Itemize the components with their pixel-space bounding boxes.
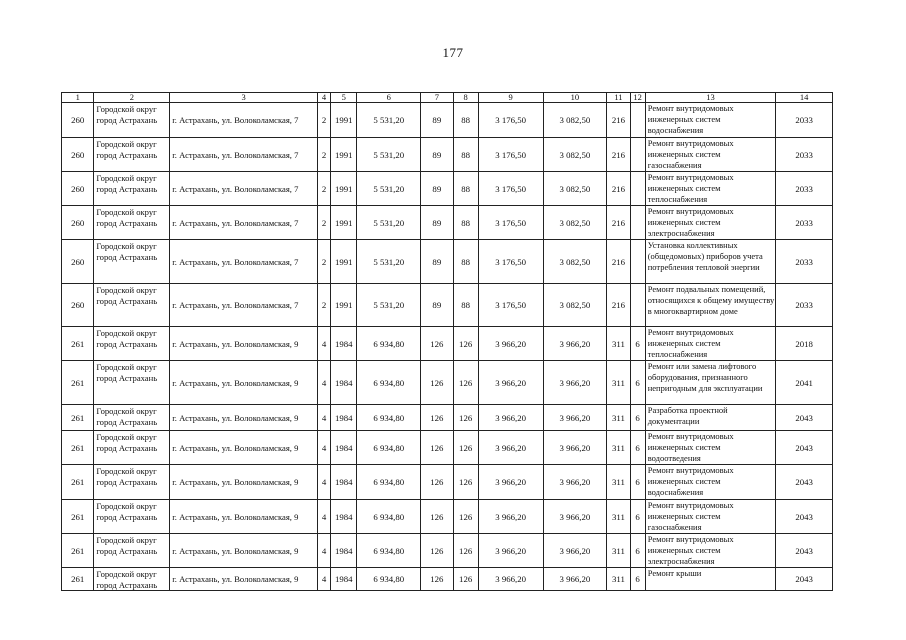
repair-program-table <box>61 92 833 591</box>
table-cell-col-13: Ремонт внутридомовых инженерных систем теплоснабжения <box>645 327 776 361</box>
table-cell-col-2: Городской округ город Астрахань <box>94 206 170 240</box>
table-cell-col-11: 311 <box>607 465 630 500</box>
table-cell-col-12 <box>630 240 645 284</box>
table-cell-col-14: 2043 <box>776 534 833 568</box>
table-cell-col-4: 4 <box>317 327 330 361</box>
table-cell-col-3: г. Астрахань, ул. Волоколамская, 9 <box>170 431 318 465</box>
table-cell-col-11: 216 <box>607 284 630 327</box>
table-cell-col-2: Городской округ город Астрахань <box>94 431 170 465</box>
table-cell-col-14: 2043 <box>776 431 833 465</box>
table-row <box>62 284 833 327</box>
table-cell-col-14: 2018 <box>776 327 833 361</box>
table-cell-col-7: 126 <box>421 327 453 361</box>
table-cell-col-10: 3 082,50 <box>543 240 607 284</box>
table-cell-col-10: 3 966,20 <box>543 534 607 568</box>
table-cell-col-4: 4 <box>317 405 330 431</box>
table-cell-col-10: 3 082,50 <box>543 103 607 138</box>
table-cell-col-1: 260 <box>62 206 94 240</box>
table-cell-col-3: г. Астрахань, ул. Волоколамская, 9 <box>170 361 318 405</box>
table-cell-col-5: 1991 <box>331 172 357 206</box>
table-cell-col-10: 3 966,20 <box>543 405 607 431</box>
table-cell-col-6: 5 531,20 <box>357 284 421 327</box>
table-cell-col-5: 1984 <box>331 405 357 431</box>
table-cell-col-9: 3 966,20 <box>478 568 543 591</box>
table-row <box>62 431 833 465</box>
table-cell-col-7: 126 <box>421 534 453 568</box>
table-cell-col-5: 1991 <box>331 138 357 172</box>
table-row <box>62 534 833 568</box>
table-cell-col-9: 3 176,50 <box>478 240 543 284</box>
table-cell-col-10: 3 966,20 <box>543 465 607 500</box>
table-cell-col-4: 2 <box>317 284 330 327</box>
table-cell-col-9: 3 966,20 <box>478 405 543 431</box>
table-cell-col-11: 216 <box>607 206 630 240</box>
table-cell-col-5: 1984 <box>331 431 357 465</box>
table-cell-col-14: 2043 <box>776 465 833 500</box>
table-cell-col-6: 6 934,80 <box>357 431 421 465</box>
table-cell-col-9: 3 176,50 <box>478 284 543 327</box>
table-cell-col-1: 260 <box>62 103 94 138</box>
table-cell-col-12: 6 <box>630 465 645 500</box>
table-cell-col-10: 3 966,20 <box>543 361 607 405</box>
table-cell-col-1: 260 <box>62 284 94 327</box>
column-number: 5 <box>331 93 357 103</box>
table-row <box>62 138 833 172</box>
column-number: 12 <box>630 93 645 103</box>
table-cell-col-12 <box>630 138 645 172</box>
table-cell-col-10: 3 082,50 <box>543 138 607 172</box>
table-cell-col-13: Ремонт внутридомовых инженерных систем теплоснабжения <box>645 172 776 206</box>
table-cell-col-8: 88 <box>453 206 478 240</box>
table-cell-col-3: г. Астрахань, ул. Волоколамская, 7 <box>170 206 318 240</box>
page-number: 177 <box>442 45 464 60</box>
table-row <box>62 405 833 431</box>
table-cell-col-3: г. Астрахань, ул. Волоколамская, 7 <box>170 103 318 138</box>
table-cell-col-9: 3 176,50 <box>478 172 543 206</box>
table-cell-col-10: 3 082,50 <box>543 284 607 327</box>
table-cell-col-13: Ремонт внутридомовых инженерных систем водоснабжения <box>645 465 776 500</box>
table-cell-col-4: 4 <box>317 500 330 534</box>
table-cell-col-9: 3 966,20 <box>478 431 543 465</box>
table-row <box>62 240 833 284</box>
table-cell-col-13: Ремонт или замена лифтового оборудования, признанного непригодным для эксплуатации <box>645 361 776 405</box>
table-cell-col-11: 311 <box>607 405 630 431</box>
table-cell-col-8: 126 <box>453 327 478 361</box>
table-cell-col-2: Городской округ город Астрахань <box>94 240 170 284</box>
table-cell-col-11: 311 <box>607 361 630 405</box>
table-cell-col-1: 260 <box>62 138 94 172</box>
table-cell-col-6: 5 531,20 <box>357 103 421 138</box>
table-cell-col-12 <box>630 284 645 327</box>
table-cell-col-4: 4 <box>317 568 330 591</box>
table-cell-col-1: 261 <box>62 568 94 591</box>
table-cell-col-7: 126 <box>421 568 453 591</box>
table-cell-col-2: Городской округ город Астрахань <box>94 327 170 361</box>
table-cell-col-3: г. Астрахань, ул. Волоколамская, 9 <box>170 534 318 568</box>
table-cell-col-7: 89 <box>421 103 453 138</box>
table-cell-col-8: 88 <box>453 103 478 138</box>
table-cell-col-11: 311 <box>607 534 630 568</box>
table-cell-col-8: 126 <box>453 361 478 405</box>
table-cell-col-2: Городской округ город Астрахань <box>94 103 170 138</box>
column-number: 6 <box>357 93 421 103</box>
table-cell-col-13: Ремонт внутридомовых инженерных систем газоснабжения <box>645 138 776 172</box>
column-number: 1 <box>62 93 94 103</box>
table-cell-col-13: Ремонт внутридомовых инженерных систем водоснабжения <box>645 103 776 138</box>
table-cell-col-3: г. Астрахань, ул. Волоколамская, 9 <box>170 465 318 500</box>
table-cell-col-2: Городской округ город Астрахань <box>94 568 170 591</box>
table-cell-col-4: 2 <box>317 103 330 138</box>
table-cell-col-10: 3 966,20 <box>543 431 607 465</box>
table-cell-col-8: 88 <box>453 138 478 172</box>
table-cell-col-14: 2043 <box>776 405 833 431</box>
table-cell-col-7: 89 <box>421 240 453 284</box>
table-cell-col-9: 3 176,50 <box>478 138 543 172</box>
table-cell-col-13: Ремонт внутридомовых инженерных систем газоснабжения <box>645 500 776 534</box>
column-number: 10 <box>543 93 607 103</box>
table-cell-col-7: 126 <box>421 405 453 431</box>
table-cell-col-12: 6 <box>630 405 645 431</box>
table-cell-col-5: 1991 <box>331 240 357 284</box>
table-cell-col-3: г. Астрахань, ул. Волоколамская, 9 <box>170 500 318 534</box>
table-cell-col-13: Ремонт внутридомовых инженерных систем электроснабжения <box>645 206 776 240</box>
table-row <box>62 361 833 405</box>
table-cell-col-5: 1991 <box>331 284 357 327</box>
table-cell-col-2: Городской округ город Астрахань <box>94 172 170 206</box>
table-cell-col-7: 89 <box>421 172 453 206</box>
table-cell-col-5: 1984 <box>331 465 357 500</box>
table-row <box>62 465 833 500</box>
table-cell-col-4: 2 <box>317 172 330 206</box>
table-cell-col-3: г. Астрахань, ул. Волоколамская, 9 <box>170 405 318 431</box>
table-cell-col-3: г. Астрахань, ул. Волоколамская, 7 <box>170 138 318 172</box>
table-cell-col-6: 6 934,80 <box>357 568 421 591</box>
table-cell-col-10: 3 966,20 <box>543 500 607 534</box>
column-number: 8 <box>453 93 478 103</box>
table-cell-col-5: 1984 <box>331 500 357 534</box>
table-cell-col-12: 6 <box>630 431 645 465</box>
table-row <box>62 327 833 361</box>
table-cell-col-9: 3 966,20 <box>478 500 543 534</box>
table-cell-col-2: Городской округ город Астрахань <box>94 361 170 405</box>
table-cell-col-13: Ремонт подвальных помещений, относящихся к общему имуществу в многоквартирном доме <box>645 284 776 327</box>
table-cell-col-7: 126 <box>421 361 453 405</box>
table-cell-col-6: 6 934,80 <box>357 361 421 405</box>
table-cell-col-12 <box>630 172 645 206</box>
table-cell-col-1: 260 <box>62 172 94 206</box>
table-cell-col-12: 6 <box>630 327 645 361</box>
table-cell-col-12: 6 <box>630 568 645 591</box>
table-cell-col-5: 1984 <box>331 327 357 361</box>
table-cell-col-11: 311 <box>607 431 630 465</box>
table-row <box>62 500 833 534</box>
table-cell-col-8: 126 <box>453 465 478 500</box>
column-number: 7 <box>421 93 453 103</box>
table-cell-col-10: 3 966,20 <box>543 568 607 591</box>
table-cell-col-8: 126 <box>453 568 478 591</box>
table-cell-col-2: Городской округ город Астрахань <box>94 138 170 172</box>
table-cell-col-12 <box>630 206 645 240</box>
column-number: 9 <box>478 93 543 103</box>
table-cell-col-14: 2033 <box>776 103 833 138</box>
column-number: 2 <box>94 93 170 103</box>
table-cell-col-1: 261 <box>62 405 94 431</box>
table-cell-col-1: 260 <box>62 240 94 284</box>
table-cell-col-4: 4 <box>317 431 330 465</box>
table-cell-col-9: 3 176,50 <box>478 206 543 240</box>
table-cell-col-14: 2033 <box>776 284 833 327</box>
table-cell-col-10: 3 082,50 <box>543 172 607 206</box>
table-cell-col-2: Городской округ город Астрахань <box>94 284 170 327</box>
table-cell-col-14: 2033 <box>776 206 833 240</box>
table-cell-col-13: Ремонт крыши <box>645 568 776 591</box>
table-cell-col-13: Разработка проектной документации <box>645 405 776 431</box>
table-cell-col-3: г. Астрахань, ул. Волоколамская, 9 <box>170 327 318 361</box>
table-cell-col-4: 2 <box>317 138 330 172</box>
table-cell-col-8: 88 <box>453 284 478 327</box>
table-cell-col-7: 126 <box>421 431 453 465</box>
table-cell-col-14: 2033 <box>776 240 833 284</box>
table-cell-col-3: г. Астрахань, ул. Волоколамская, 9 <box>170 568 318 591</box>
column-number-row <box>62 93 833 103</box>
table-cell-col-1: 261 <box>62 327 94 361</box>
table-cell-col-7: 126 <box>421 465 453 500</box>
table-cell-col-8: 126 <box>453 534 478 568</box>
table-cell-col-6: 6 934,80 <box>357 534 421 568</box>
table-cell-col-5: 1984 <box>331 568 357 591</box>
table-cell-col-11: 311 <box>607 500 630 534</box>
table-cell-col-6: 5 531,20 <box>357 172 421 206</box>
table-cell-col-7: 89 <box>421 284 453 327</box>
table-cell-col-14: 2043 <box>776 500 833 534</box>
table-cell-col-5: 1984 <box>331 361 357 405</box>
table-cell-col-9: 3 966,20 <box>478 465 543 500</box>
table-cell-col-10: 3 082,50 <box>543 206 607 240</box>
column-number: 3 <box>170 93 318 103</box>
table-cell-col-4: 4 <box>317 361 330 405</box>
table-cell-col-5: 1991 <box>331 103 357 138</box>
table-cell-col-10: 3 966,20 <box>543 327 607 361</box>
table-cell-col-6: 5 531,20 <box>357 138 421 172</box>
table-cell-col-12: 6 <box>630 361 645 405</box>
table-body <box>62 93 833 591</box>
table-cell-col-4: 2 <box>317 206 330 240</box>
table-cell-col-6: 6 934,80 <box>357 500 421 534</box>
table-row <box>62 172 833 206</box>
column-number: 4 <box>317 93 330 103</box>
table-row <box>62 103 833 138</box>
table-cell-col-14: 2043 <box>776 568 833 591</box>
table-cell-col-6: 6 934,80 <box>357 327 421 361</box>
table-cell-col-9: 3 176,50 <box>478 103 543 138</box>
table-cell-col-3: г. Астрахань, ул. Волоколамская, 7 <box>170 240 318 284</box>
table-cell-col-9: 3 966,20 <box>478 327 543 361</box>
table-cell-col-12: 6 <box>630 500 645 534</box>
table-cell-col-4: 2 <box>317 240 330 284</box>
table-cell-col-11: 216 <box>607 240 630 284</box>
table-cell-col-5: 1984 <box>331 534 357 568</box>
table-cell-col-6: 6 934,80 <box>357 405 421 431</box>
column-number: 11 <box>607 93 630 103</box>
table-cell-col-2: Городской округ город Астрахань <box>94 500 170 534</box>
table-cell-col-13: Установка коллективных (общедомовых) приборов учета потребления тепловой энергии <box>645 240 776 284</box>
table-cell-col-2: Городской округ город Астрахань <box>94 534 170 568</box>
table-cell-col-6: 5 531,20 <box>357 240 421 284</box>
column-number: 14 <box>776 93 833 103</box>
table-cell-col-8: 88 <box>453 240 478 284</box>
table-cell-col-14: 2033 <box>776 138 833 172</box>
table-cell-col-8: 126 <box>453 405 478 431</box>
table-cell-col-3: г. Астрахань, ул. Волоколамская, 7 <box>170 172 318 206</box>
table-cell-col-4: 4 <box>317 534 330 568</box>
table-cell-col-1: 261 <box>62 361 94 405</box>
table-cell-col-1: 261 <box>62 534 94 568</box>
table-cell-col-12: 6 <box>630 534 645 568</box>
table-cell-col-8: 88 <box>453 172 478 206</box>
table-cell-col-7: 89 <box>421 138 453 172</box>
table-cell-col-12 <box>630 103 645 138</box>
table-cell-col-14: 2033 <box>776 172 833 206</box>
table-cell-col-13: Ремонт внутридомовых инженерных систем электроснабжения <box>645 534 776 568</box>
table-row <box>62 568 833 591</box>
table-cell-col-2: Городской округ город Астрахань <box>94 465 170 500</box>
table-row <box>62 206 833 240</box>
table-cell-col-5: 1991 <box>331 206 357 240</box>
table-cell-col-11: 311 <box>607 568 630 591</box>
table-cell-col-3: г. Астрахань, ул. Волоколамская, 7 <box>170 284 318 327</box>
table-cell-col-6: 5 531,20 <box>357 206 421 240</box>
table-cell-col-7: 89 <box>421 206 453 240</box>
table-cell-col-8: 126 <box>453 431 478 465</box>
table-cell-col-9: 3 966,20 <box>478 534 543 568</box>
table-cell-col-13: Ремонт внутридомовых инженерных систем водоотведения <box>645 431 776 465</box>
table-cell-col-1: 261 <box>62 465 94 500</box>
table-cell-col-1: 261 <box>62 431 94 465</box>
table-cell-col-2: Городской округ город Астрахань <box>94 405 170 431</box>
table-cell-col-11: 216 <box>607 103 630 138</box>
table-cell-col-11: 216 <box>607 172 630 206</box>
table-cell-col-8: 126 <box>453 500 478 534</box>
table-cell-col-14: 2041 <box>776 361 833 405</box>
table-cell-col-4: 4 <box>317 465 330 500</box>
table-cell-col-1: 261 <box>62 500 94 534</box>
table-cell-col-7: 126 <box>421 500 453 534</box>
column-number: 13 <box>645 93 776 103</box>
table-cell-col-6: 6 934,80 <box>357 465 421 500</box>
table-cell-col-11: 311 <box>607 327 630 361</box>
table-cell-col-9: 3 966,20 <box>478 361 543 405</box>
table-cell-col-11: 216 <box>607 138 630 172</box>
